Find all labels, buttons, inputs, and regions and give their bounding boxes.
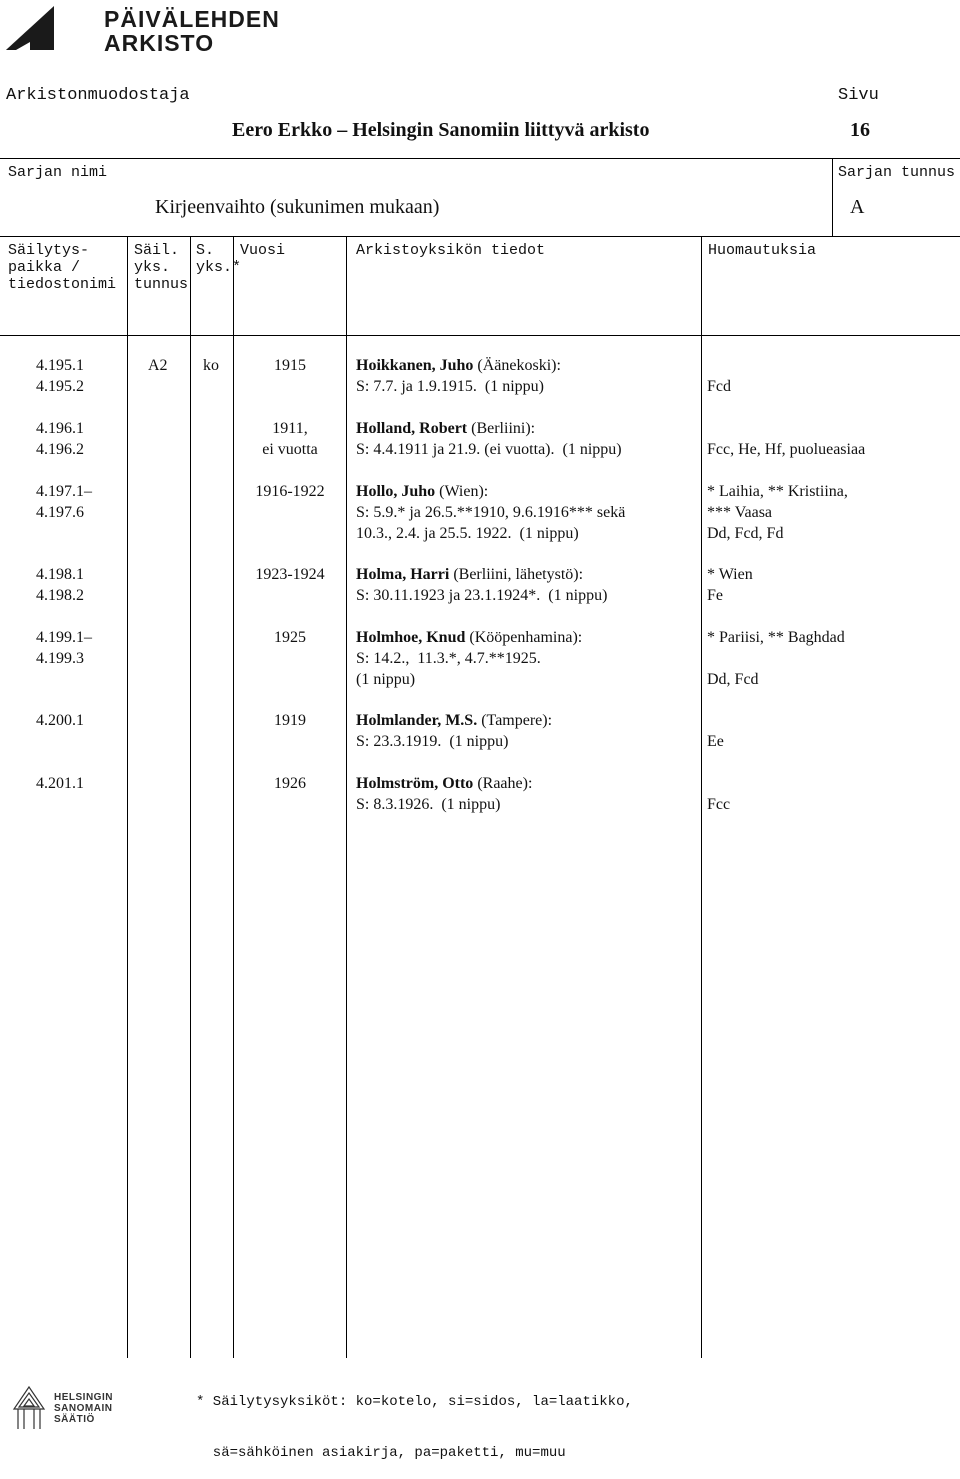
series-name-label: Sarjan nimi bbox=[8, 164, 108, 181]
helsingin-sanomain-saatio-logo-icon bbox=[10, 1383, 48, 1433]
column-rule-2 bbox=[190, 236, 191, 1358]
row-1-location: 4.195.1 4.195.2 bbox=[36, 357, 84, 395]
column-rule-5 bbox=[701, 236, 702, 1358]
row-2-year: 1911, ei vuotta bbox=[262, 420, 318, 458]
series-id: A bbox=[850, 196, 865, 218]
row-3-location: 4.197.1– 4.197.6 bbox=[36, 483, 92, 521]
logo-wordmark bbox=[104, 7, 280, 55]
row-5-details: Holmhoe, Knud (Kööpenhamina): S: 14.2., 11.3.*, 4.7.**1925. (1 nippu) bbox=[356, 629, 583, 688]
series-id-label: Sarjan tunnus bbox=[838, 164, 956, 181]
row-7-details: Holmström, Otto (Raahe): S: 8.3.1926. (1 nippu) bbox=[356, 775, 533, 813]
header-divider bbox=[0, 158, 960, 159]
footnote bbox=[196, 1360, 633, 1479]
row-2-location: 4.196.1 4.196.2 bbox=[36, 420, 84, 458]
row-2-correspondent: Holland, Robert bbox=[356, 420, 468, 437]
row-4-correspondent: Holma, Harri bbox=[356, 566, 450, 583]
row-1-unit-type: ko bbox=[203, 357, 219, 374]
page-label: Sivu bbox=[838, 86, 879, 105]
logo-line-2: ARKISTO bbox=[104, 30, 215, 56]
row-1-unit-id: A2 bbox=[148, 357, 168, 374]
column-header-unit-type: S. yks.* bbox=[196, 242, 242, 276]
row-6-notes: Ee bbox=[707, 733, 724, 750]
row-4-location: 4.198.1 4.198.2 bbox=[36, 566, 84, 604]
row-4-notes: * Wien Fe bbox=[707, 566, 753, 604]
row-1-notes: Fcd bbox=[707, 378, 731, 395]
row-6-location: 4.200.1 bbox=[36, 712, 84, 729]
column-header-details: Arkistoyksikön tiedot bbox=[356, 242, 546, 259]
footnote-line-2: sä=sähköinen asiakirja, pa=paketti, mu=muu bbox=[196, 1445, 566, 1461]
paivalehden-arkisto-logo-icon bbox=[2, 2, 58, 58]
row-6-year: 1919 bbox=[274, 712, 306, 729]
row-1-details: Hoikkanen, Juho (Äänekoski): S: 7.7. ja 1.9.1915. (1 nippu) bbox=[356, 357, 561, 395]
row-7-year: 1926 bbox=[274, 775, 306, 792]
row-5-location: 4.199.1– 4.199.3 bbox=[36, 629, 92, 667]
row-4-year: 1923-1924 bbox=[255, 566, 325, 583]
columns-bottom-divider bbox=[0, 335, 960, 336]
creator-label: Arkistonmuodostaja bbox=[6, 86, 190, 105]
row-1-correspondent: Hoikkanen, Juho bbox=[356, 357, 474, 374]
row-3-correspondent: Hollo, Juho bbox=[356, 483, 436, 500]
row-4-details: Holma, Harri (Berliini, lähetystö): S: 30.11.1923 ja 23.1.1924*. (1 nippu) bbox=[356, 566, 608, 604]
columns-top-divider bbox=[0, 236, 960, 237]
column-rule-3 bbox=[233, 236, 234, 1358]
footnote-line-1: * Säilytysyksiköt: ko=kotelo, si=sidos, la=laatikko, bbox=[196, 1394, 633, 1410]
column-header-notes: Huomautuksia bbox=[708, 242, 817, 259]
column-rule-1 bbox=[127, 236, 128, 1358]
row-2-notes: Fcc, He, Hf, puolueasiaa bbox=[707, 441, 866, 458]
row-5-correspondent: Holmhoe, Knud bbox=[356, 629, 466, 646]
page-number: 16 bbox=[850, 119, 870, 141]
row-3-details: Hollo, Juho (Wien): S: 5.9.* ja 26.5.**1910, 9.6.1916*** sekä 10.3., 2.4. ja 25.5. 1922. (1 nippu) bbox=[356, 483, 626, 542]
column-header-year: Vuosi bbox=[240, 242, 286, 259]
series-name: Kirjeenvaihto (sukunimen mukaan) bbox=[155, 196, 440, 218]
creator-title: Eero Erkko – Helsingin Sanomiin liittyvä arkisto bbox=[232, 119, 650, 141]
row-3-notes: * Laihia, ** Kristiina, *** Vaasa Dd, Fcd, Fd bbox=[707, 483, 848, 542]
row-5-notes: * Pariisi, ** Baghdad Dd, Fcd bbox=[707, 629, 845, 688]
row-6-details: Holmlander, M.S. (Tampere): S: 23.3.1919. (1 nippu) bbox=[356, 712, 553, 750]
row-2-details: Holland, Robert (Berliini): S: 4.4.1911 ja 21.9. (ei vuotta). (1 nippu) bbox=[356, 420, 622, 458]
row-6-correspondent: Holmlander, M.S. bbox=[356, 712, 478, 729]
row-7-notes: Fcc bbox=[707, 796, 731, 813]
column-rule-4 bbox=[346, 236, 347, 1358]
row-7-location: 4.201.1 bbox=[36, 775, 84, 792]
row-5-year: 1925 bbox=[274, 629, 306, 646]
column-header-location: Säilytys- paikka / tiedostonimi bbox=[8, 242, 117, 293]
row-3-year: 1916-1922 bbox=[255, 483, 325, 500]
row-1-year: 1915 bbox=[274, 357, 306, 374]
row-7-correspondent: Holmström, Otto bbox=[356, 775, 474, 792]
series-id-divider bbox=[832, 158, 833, 236]
logo-line-1: PÄIVÄLEHDEN bbox=[104, 6, 280, 32]
column-header-unit-id: Säil. yks. tunnus bbox=[134, 242, 189, 293]
footer-logo-wordmark: HELSINGIN SANOMAIN SÄÄTIÖ bbox=[54, 1392, 113, 1425]
